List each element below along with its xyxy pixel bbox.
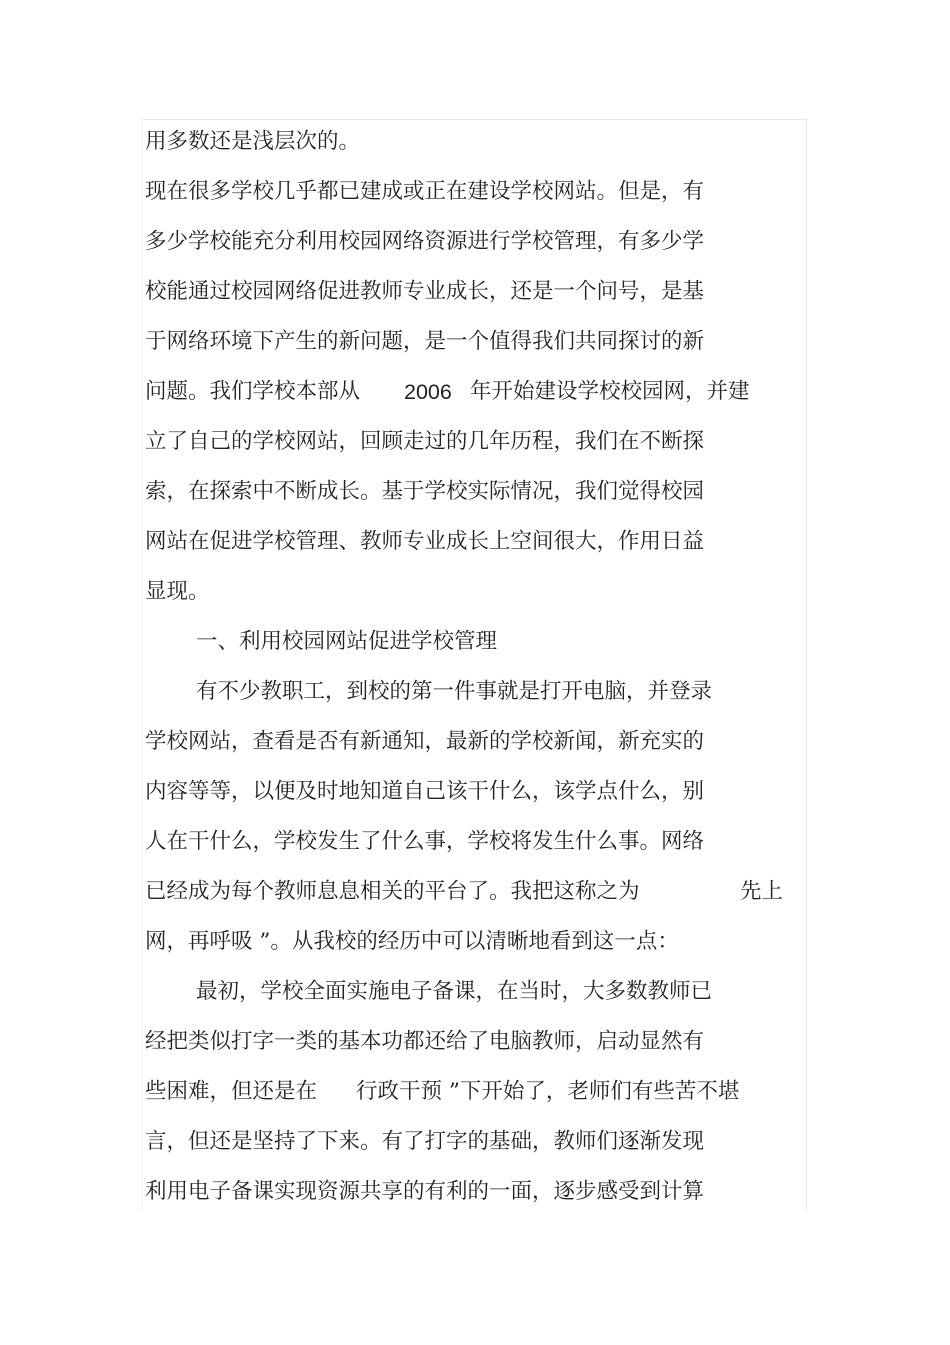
- paragraph-line: 显现。: [145, 579, 210, 604]
- paragraph-line: 网，再呼吸 ”。从我校的经历中可以清晰地看到这一点：: [145, 929, 679, 954]
- line-text-quote-start: 先上: [740, 879, 784, 904]
- line-text-before-quote: 已经成为每个教师息息相关的平台了。我把这称之为: [145, 879, 640, 904]
- paragraph-line: 网站在促进学校管理、教师专业成长上空间很大，作用日益: [145, 529, 705, 554]
- line-text-quoted: 行政干预 ”下开始了，老师们有些苦不堪: [356, 1079, 740, 1104]
- paragraph-line: 人在干什么，学校发生了什么事，学校将发生什么事。网络: [145, 829, 705, 854]
- paragraph-line: 立了自己的学校网站，回顾走过的几年历程，我们在不断探: [145, 429, 705, 454]
- paragraph-line: 利用电子备课实现资源共享的有利的一面，逐步感受到计算: [145, 1179, 705, 1204]
- paragraph-line: 学校网站，查看是否有新通知，最新的学校新闻，新充实的: [145, 729, 705, 754]
- line-text-after-year: 年开始建设学校校园网，并建: [470, 379, 750, 404]
- line-text-before-year: 问题。我们学校本部从: [145, 379, 361, 404]
- paragraph-line: 最初，学校全面实施电子备课，在当时，大多数教师已: [196, 979, 713, 1004]
- paragraph-line: 于网络环境下产生的新问题，是一个值得我们共同探讨的新: [145, 329, 705, 354]
- paragraph-line: 现在很多学校几乎都已建成或正在建设学校网站。但是，有: [145, 179, 705, 204]
- paragraph-line: 经把类似打字一类的基本功都还给了电脑教师，启动显然有: [145, 1029, 705, 1054]
- paragraph-line: 用多数还是浅层次的。: [145, 129, 361, 154]
- paragraph-line: 校能通过校园网络促进教师专业成长，还是一个问号，是基: [145, 279, 705, 304]
- year-number: 2006: [404, 380, 452, 404]
- section-heading: 一、利用校园网站促进学校管理: [196, 629, 498, 654]
- paragraph-line: 多少学校能充分利用校园网络资源进行学校管理，有多少学: [145, 229, 705, 254]
- paragraph-line: 言，但还是坚持了下来。有了打字的基础，教师们逐渐发现: [145, 1129, 705, 1154]
- paragraph-line: 索，在探索中不断成长。基于学校实际情况，我们觉得校园: [145, 479, 705, 504]
- paragraph-line: 有不少教职工，到校的第一件事就是打开电脑，并登录: [196, 679, 713, 704]
- paragraph-line: 内容等等，以便及时地知道自己该干什么，该学点什么，别: [145, 779, 705, 804]
- line-text-before-quote: 些困难，但还是在: [145, 1079, 318, 1104]
